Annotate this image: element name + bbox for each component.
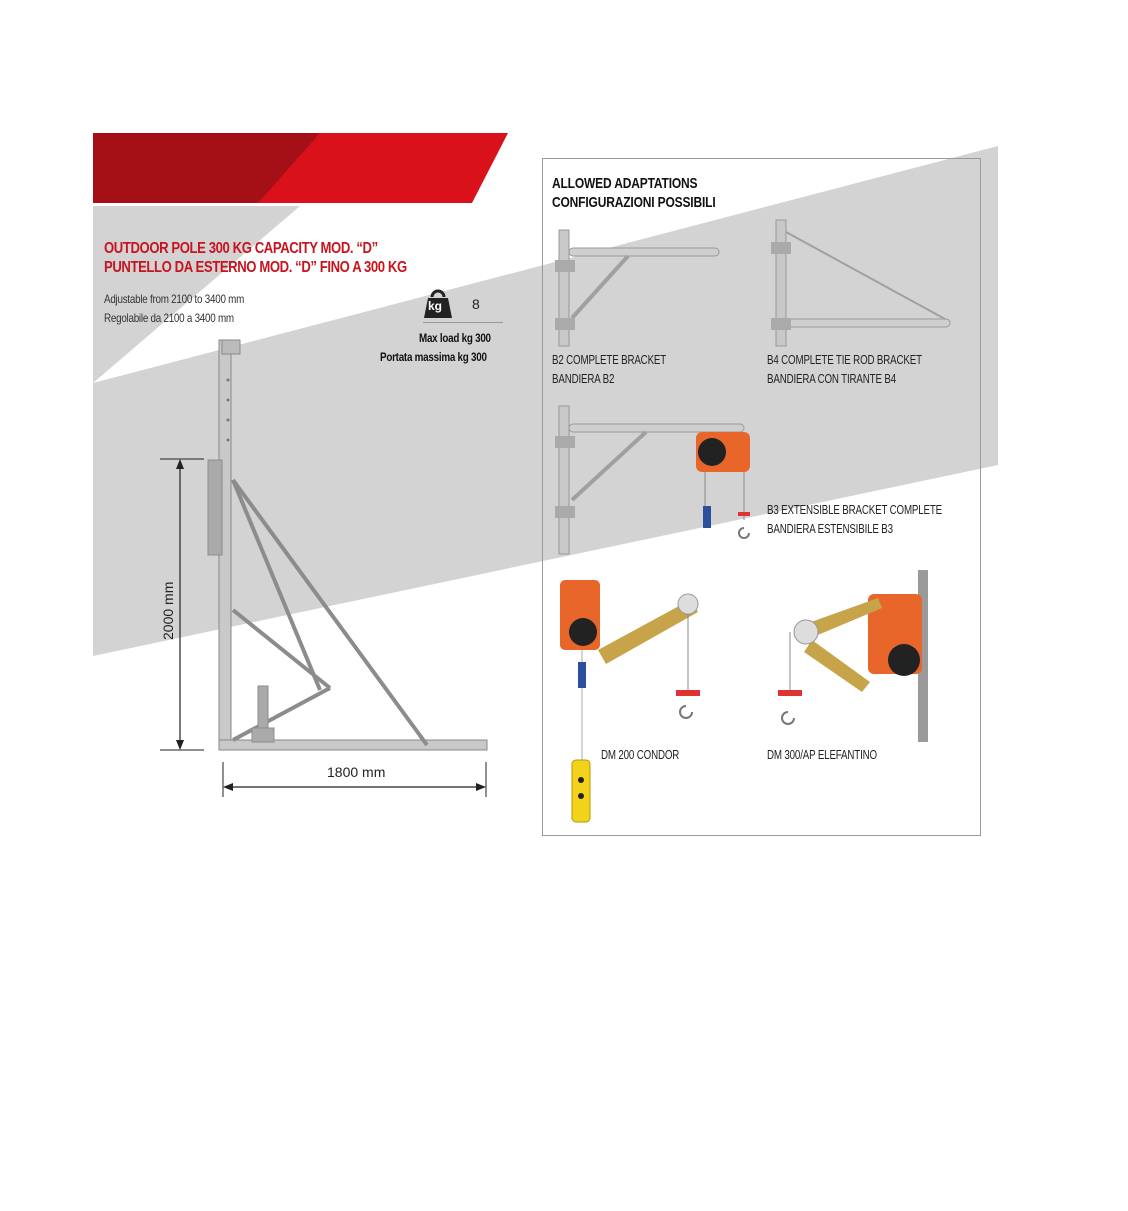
adaptations-header-en: ALLOWED ADAPTATIONS (552, 175, 698, 192)
b3-caption-line2: BANDIERA ESTENSIBILE B3 (767, 522, 893, 536)
dimension-width-label: 1800 mm (327, 764, 386, 780)
adjust-range-en: Adjustable from 2100 to 3400 mm (104, 292, 245, 306)
adaptations-header-it: CONFIGURAZIONI POSSIBILI (552, 194, 716, 211)
max-load-it: Portata massima kg 300 (380, 350, 487, 364)
b4-caption-line1: B4 COMPLETE TIE ROD BRACKET (767, 353, 922, 367)
weight-icon-label: kg (428, 299, 443, 313)
b2-caption-line1: B2 COMPLETE BRACKET (552, 353, 667, 367)
weight-value: 8 (472, 296, 480, 312)
b3-caption-line1: B3 EXTENSIBLE BRACKET COMPLETE (767, 503, 943, 517)
dm200-caption: DM 200 CONDOR (601, 748, 680, 762)
adjust-range-it: Regolabile da 2100 a 3400 mm (104, 311, 234, 325)
b2-caption-line2: BANDIERA B2 (552, 372, 615, 386)
product-title-it: PUNTELLO DA ESTERNO MOD. “D” FINO A 300 KG (104, 259, 407, 276)
b4-caption-line2: BANDIERA CON TIRANTE B4 (767, 372, 896, 386)
dimension-height-label: 2000 mm (160, 581, 176, 640)
max-load-en: Max load kg 300 (419, 331, 491, 345)
dm300-caption: DM 300/AP ELEFANTINO (767, 748, 877, 762)
product-title-en: OUTDOOR POLE 300 KG CAPACITY MOD. “D” (104, 240, 378, 257)
